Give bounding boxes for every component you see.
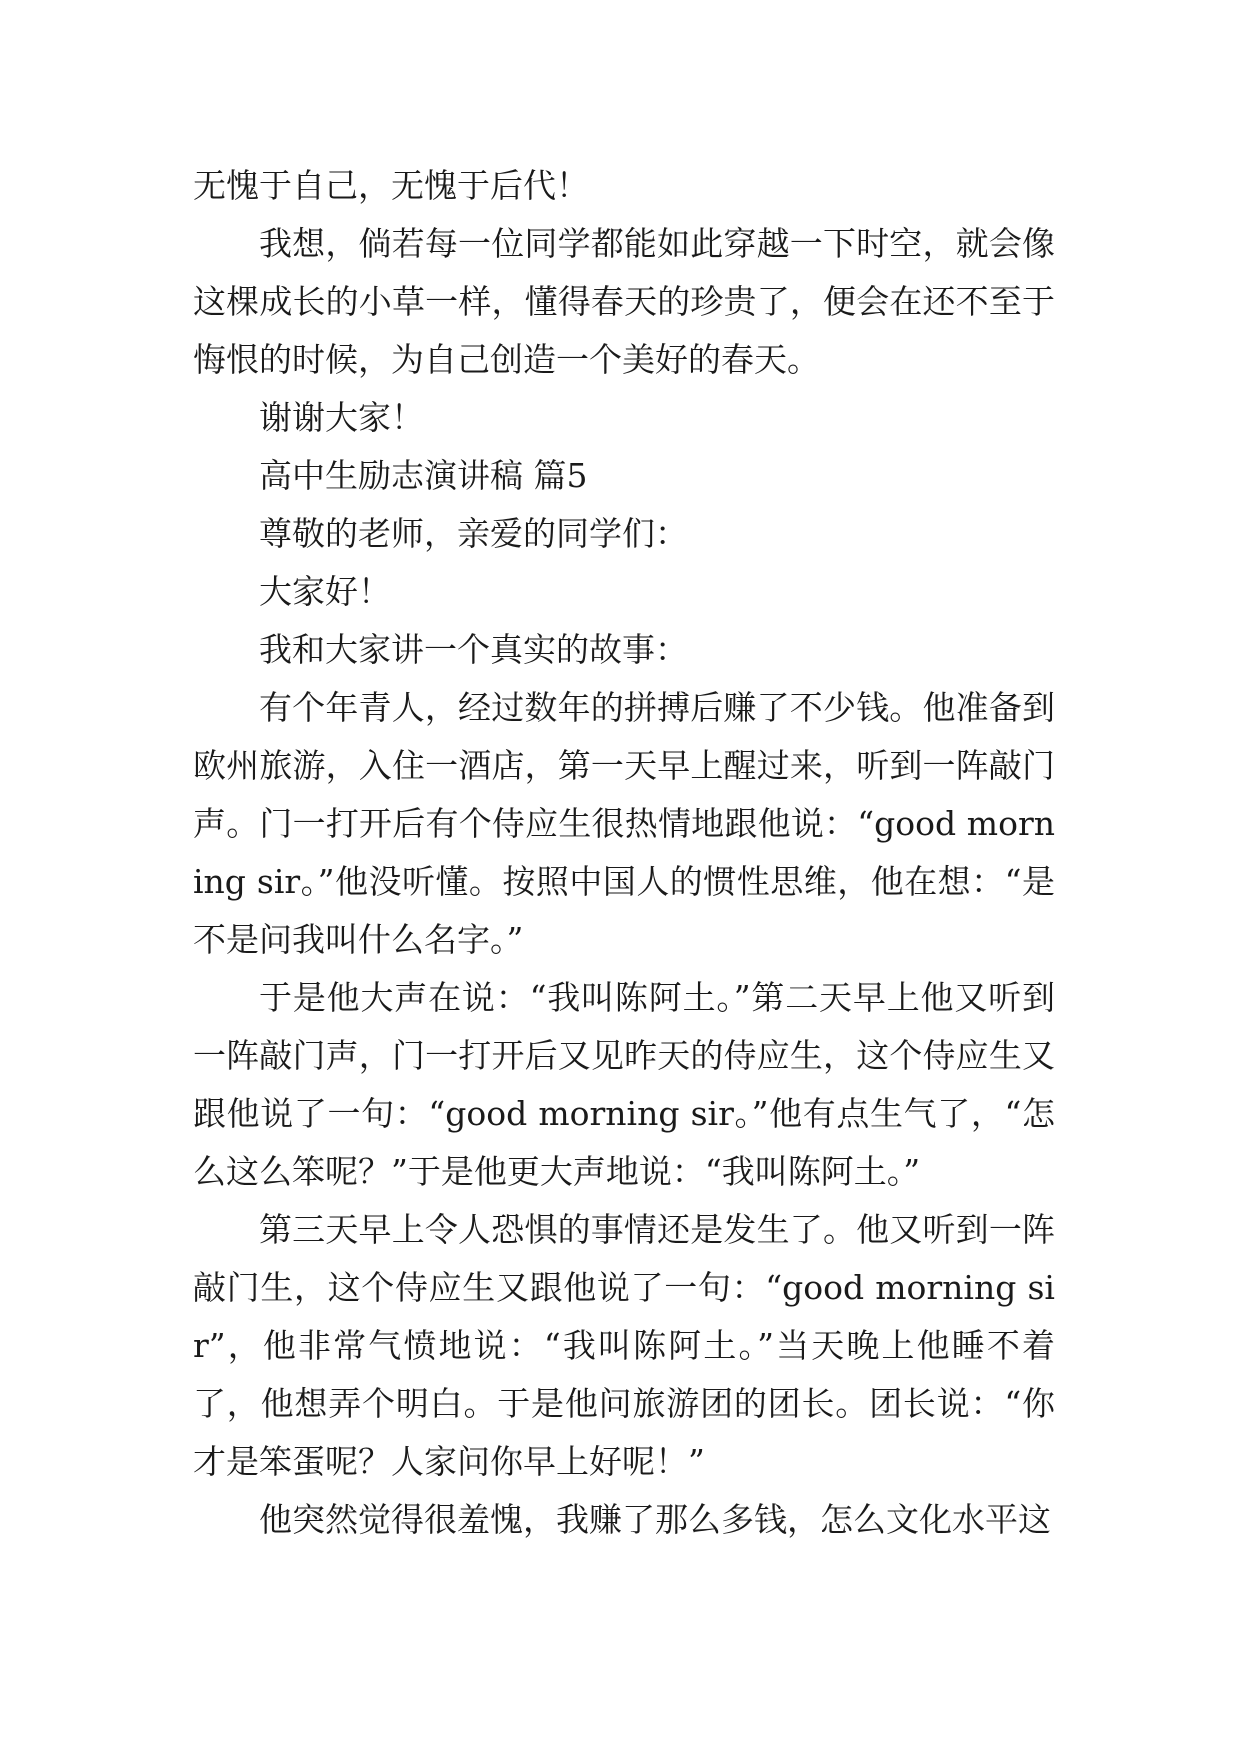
paragraph: 我和大家讲一个真实的故事： [259,630,688,669]
paragraph: 于是他大声在说：“我叫陈阿土。”第二天早上他又听到一阵敲门声，门一打开后又见昨天的侍应生，这个侍应生又跟他说了一句：“good morning sir。”他有点生气了，“怎么这么笨呢？”于是他更大声地说：“我叫陈阿土。” [193,978,1055,1191]
paragraph: 有个年青人，经过数年的拼搏后赚了不少钱。他准备到欧州旅游，入住一酒店，第一天早上醒过来，听到一阵敲门声。门一打开后有个侍应生很热情地跟他说：“good morning sir。”他没听懂。按照中国人的惯性思维，他在想：“是不是问我叫什么名字。” [193,688,1055,959]
paragraph-thanks: 谢谢大家！ [259,398,424,437]
paragraph: 他突然觉得很羞愧，我赚了那么多钱，怎么文化水平这 [259,1500,1051,1539]
paragraph-continuation: 无愧于自己，无愧于后代！ [193,166,589,205]
paragraph: 第三天早上令人恐惧的事情还是发生了。他又听到一阵敲门生，这个侍应生又跟他说了一句：“good morning sir”，他非常气愤地说：“我叫陈阿土。”当天晚上他睡不着了，他想弄个明白。于是他问旅游团的团长。团长说：“你才是笨蛋呢？人家问你早上好呢！” [193,1210,1055,1481]
paragraph-salutation: 尊敬的老师，亲爱的同学们： [259,514,688,553]
paragraph: 我想，倘若每一位同学都能如此穿越一下时空，就会像这棵成长的小草一样，懂得春天的珍贵了，便会在还不至于悔恨的时候，为自己创造一个美好的春天。 [193,224,1055,379]
section-heading: 高中生励志演讲稿 篇5 [259,456,588,495]
paragraph-greeting: 大家好！ [259,572,391,611]
document-body [193,157,1055,1549]
